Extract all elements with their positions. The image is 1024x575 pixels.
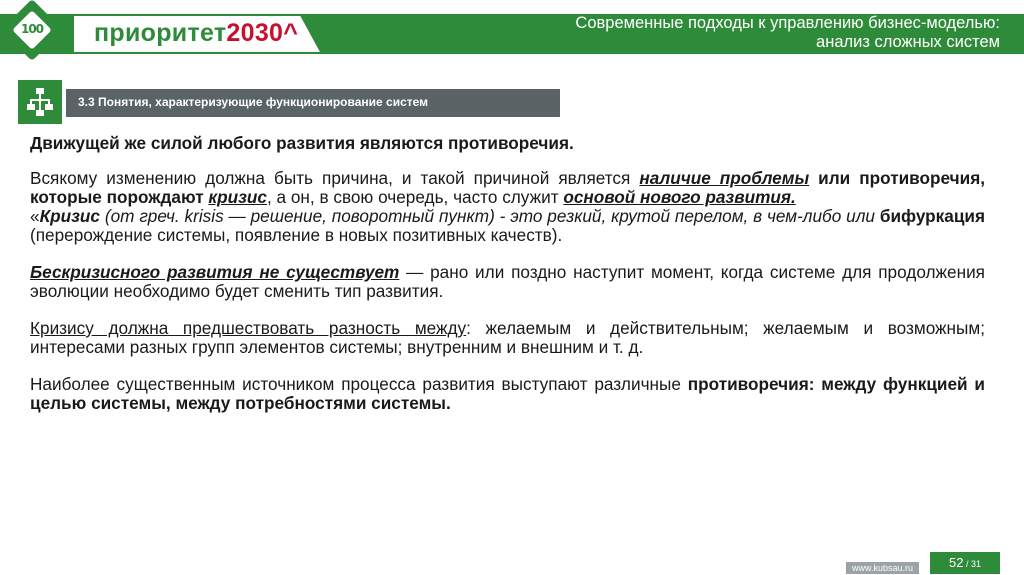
- footer-url: www.kubsau.ru: [846, 562, 919, 574]
- brand-main: приоритет: [94, 19, 227, 47]
- section-title: 3.3 Понятия, характеризующие функционирование систем: [78, 95, 429, 109]
- text-span: — рано или поздно наступит момент, когда системе для продолжения эволюции необходимо будет сменить тип развития.: [30, 262, 985, 301]
- italic-span: это резкий, крутой перелом, в чем-либо или: [510, 206, 880, 226]
- page-total: 31: [970, 559, 981, 569]
- logo-text: 100: [20, 22, 44, 36]
- italic-span: — решение, поворотный пункт) -: [223, 206, 511, 226]
- bold-italic-span: Кризис: [39, 206, 100, 226]
- logo: [0, 0, 76, 62]
- paragraph-crisis-definition: [30, 207, 985, 245]
- italic-span: (от греч.: [99, 206, 185, 226]
- paragraph-contradictions: [30, 375, 985, 413]
- page-current: 52: [949, 555, 964, 570]
- text-span: : желаемым и действительным; желаемым и возможным; интересами разных групп элементов системы; внутренним и внешним и т. д.: [30, 318, 985, 357]
- text-span: Наиболее существенным источником процесса развития выступают различные: [30, 374, 688, 394]
- emphasis-span: основой нового развития.: [563, 187, 796, 207]
- bold-span: или противоречия, которые порождают: [30, 168, 985, 207]
- brand-year: 2030^: [226, 19, 299, 47]
- header: [0, 0, 1024, 62]
- paragraph-no-crisis: [30, 263, 985, 301]
- bold-span: бифуркация: [879, 206, 985, 226]
- text-span: Всякому изменению должна быть причина, и такой причиной является: [30, 168, 640, 188]
- emphasis-span: наличие проблемы: [639, 168, 810, 188]
- slide-header-title: [440, 14, 1000, 52]
- emphasis-span: кризис: [208, 187, 267, 207]
- hierarchy-icon: [18, 80, 62, 124]
- header-title-line2: анализ сложных систем: [816, 33, 1000, 51]
- header-title-line1: Современные подходы к управлению бизнес-моделью:: [575, 14, 1000, 32]
- spacer: [30, 245, 985, 263]
- paragraph-difference: [30, 319, 985, 357]
- emphasis-span: Бескризисного развития не существует: [30, 262, 400, 282]
- text-span: (перерождение системы, появление в новых позитивных качеств).: [30, 225, 563, 245]
- section-bar: [66, 89, 560, 117]
- italic-span: krisis: [184, 206, 224, 226]
- brand-logo: [94, 19, 298, 48]
- page-number: [930, 552, 1000, 574]
- spacer: [30, 301, 985, 319]
- page-separator: /: [963, 559, 971, 569]
- bold-span: противоречия: между функцией и целью системы, между потребностями системы.: [30, 374, 985, 413]
- spacer: [30, 357, 985, 375]
- slide-content: [30, 134, 985, 413]
- lead-paragraph: Движущей же силой любого развития являются противоречия.: [30, 133, 574, 153]
- text-span: «: [30, 206, 40, 226]
- text-span: , а он, в свою очередь, часто служит: [266, 187, 564, 207]
- underline-span: Кризису должна предшествовать разность между: [30, 318, 467, 338]
- paragraph-cause: [30, 169, 985, 207]
